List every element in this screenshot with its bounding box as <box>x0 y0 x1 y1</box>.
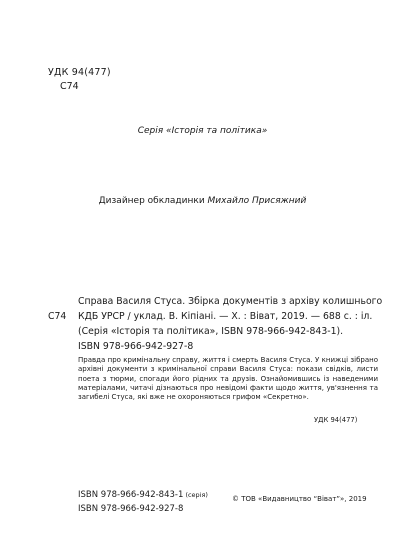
annotation-text: Правда про кримінальну справу, життя і смерть Василя Стуса. У книжці зібрано архівні документи з кримінальної справи Василя Стуса: покази свідків, листи поета з тюрми, спогади його рідних та друзів. Ознайомившись із наведеними матеріалами, читачі дізнаються про невідомі факти щодо життя, ув'язнення та загибелі Стуса, які вже не охороняються грифом «Секретно». <box>78 356 378 402</box>
bib-line-1: Справа Василя Стуса. Збірка документів з архіву колишнього <box>78 296 383 307</box>
udc-bottom: УДК 94(477) <box>314 416 358 424</box>
bib-line-2-text: КДБ УРСР / уклад. В. Кіпіані. — Х. : Віват, 2019. — 688 с. : іл. <box>78 311 373 322</box>
designer-name: Михайло Присяжний <box>207 196 307 206</box>
copyright: © ТОВ «Видавництво “Віват”», 2019 <box>232 495 367 503</box>
isbn-series <box>78 490 208 500</box>
author-mark: С74 <box>60 81 79 92</box>
isbn-series-number: ISBN 978-966-942-843-1 <box>78 490 184 500</box>
designer-credit <box>0 196 405 206</box>
bib-author-mark: С74 <box>48 311 67 322</box>
series-line: Серія «Історія та політика» <box>137 126 268 136</box>
udc-code: УДК 94(477) <box>48 67 111 78</box>
designer-prefix: Дизайнер обкладинки <box>98 196 208 206</box>
isbn-series-note: (серія) <box>183 491 208 499</box>
annotation <box>78 356 378 402</box>
bib-line-2 <box>48 311 372 322</box>
bib-isbn: ISBN 978-966-942-927-8 <box>78 341 194 352</box>
bib-line-3: (Серія «Історія та політика», ISBN 978-966-942-843-1). <box>78 326 344 337</box>
isbn-book: ISBN 978-966-942-927-8 <box>78 504 184 514</box>
